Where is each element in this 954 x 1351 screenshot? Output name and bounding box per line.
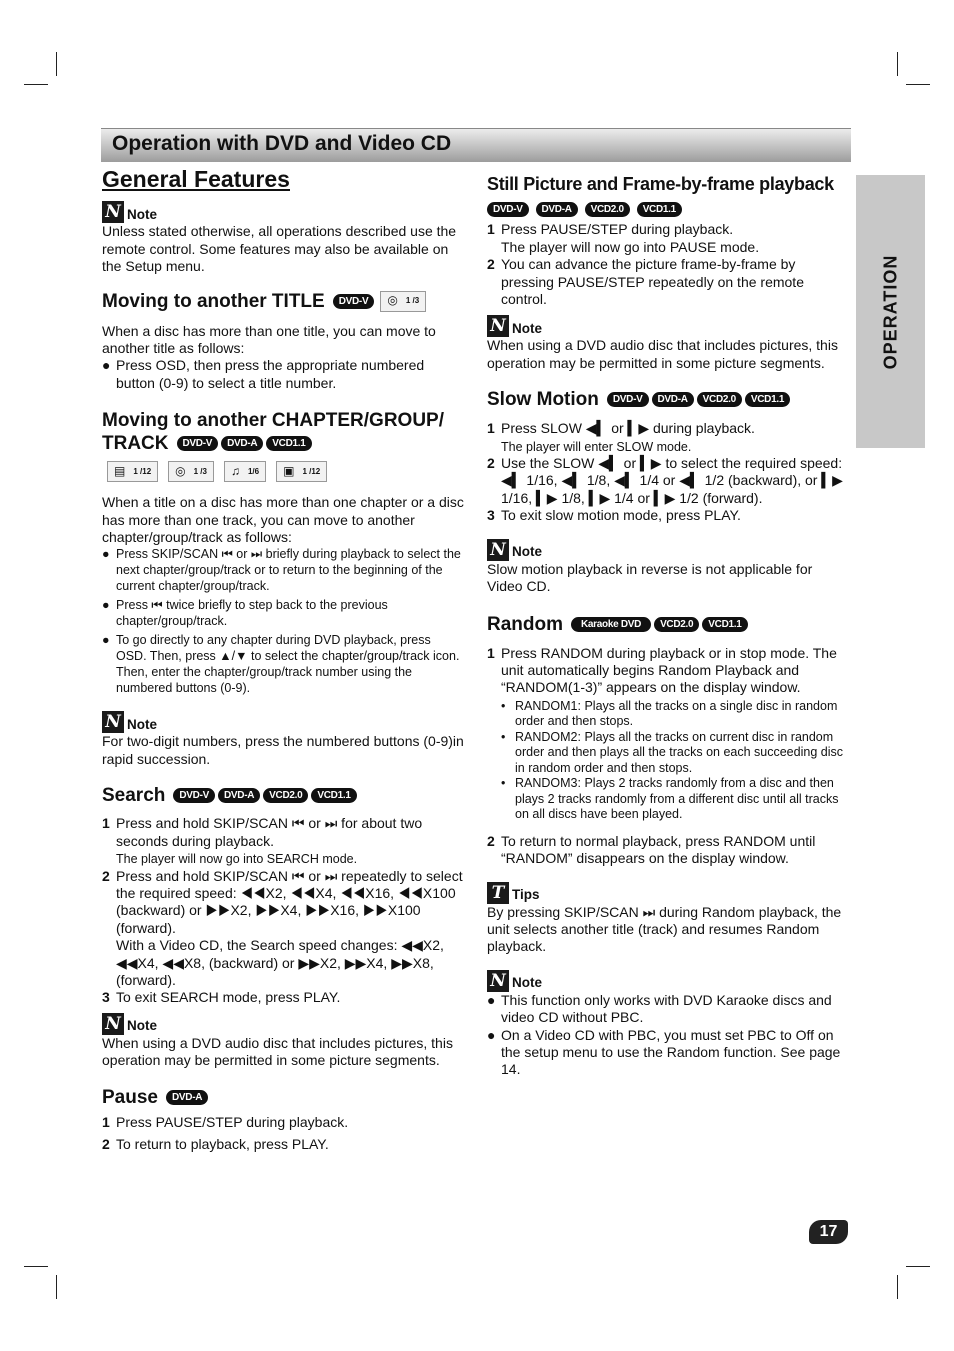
section-heading-cont: TRACK: [102, 433, 169, 455]
disc-badge: DVD-V: [177, 436, 219, 451]
disc-badge: VCD2.0: [697, 392, 742, 407]
note-text: Slow motion playback in reverse is not applicable for Video CD.: [487, 560, 813, 595]
chapter-heading-row: [102, 432, 464, 455]
step-item: 1 Press and hold SKIP/SCAN ⏮ or ⏭ for about two seconds during playback. The player will now go into SEARCH mode.: [102, 815, 423, 867]
bullet-dot: ●: [487, 1026, 496, 1043]
sub-bullet: • RANDOM2: Plays all the tracks on current disc in random order and then plays all the tracks on each succeeding disc in random order and then stops.: [501, 729, 843, 775]
osd-group-display: ◎ 1 /3: [168, 461, 214, 482]
step-item: 1 Press SLOW ◀▍ or ▍▶ during playback. The player will enter SLOW mode.: [487, 420, 755, 454]
step-number: 2: [487, 832, 495, 849]
disc-badge: VCD2.0: [585, 202, 630, 217]
bullet-dot: ●: [102, 547, 110, 562]
sub-bullet: • RANDOM1: Plays all the tracks on a single disc in random order and then stops.: [501, 698, 838, 729]
crop-mark: [24, 1266, 48, 1267]
pause-heading-row: [102, 1086, 464, 1109]
note-icon: N: [487, 539, 509, 561]
osd-chapter-display: ▤ 1 /12: [107, 461, 158, 482]
note-text: For two-digit numbers, press the numbered buttons (0-9)in rapid succession.: [102, 733, 464, 767]
step-item: 2 Press and hold SKIP/SCAN ⏮ or ⏭ repeatedly to select the required speed: ◀◀X2, ◀◀X4, ◀◀X16, ◀◀X100 (backward) or ▶▶X2, ▶▶X4, ▶▶X16, ▶▶X100 (forward). With a Video CD, the Search speed changes: ◀◀X2, ◀◀X4, ◀◀X8, (backward) or ▶▶X2, ▶▶X4, ▶▶X8, (forward).: [102, 867, 463, 988]
crop-mark: [897, 1275, 898, 1299]
section-heading: Moving to another TITLE: [102, 290, 325, 312]
disc-badge: DVD-A: [652, 392, 694, 407]
disc-badge: DVD-A: [221, 436, 263, 451]
bullet-dot: ●: [102, 598, 110, 613]
section-heading: Search: [102, 785, 166, 807]
disc-badge: VCD1.1: [637, 202, 682, 217]
disc-badge: DVD-V: [173, 788, 215, 803]
page-title: General Features: [102, 166, 290, 192]
chapter-intro: When a title on a disc has more than one chapter or a disc has more than one track, you can move to another chapter/group/track as follows:: [102, 494, 464, 546]
bullet-item: ● Press OSD, then press the appropriate numbered button (0-9) to select a title number.: [102, 357, 425, 391]
tips-icon: T: [487, 882, 509, 904]
bullet-dot: •: [501, 729, 506, 744]
note-icon: N: [102, 201, 124, 223]
step-number: 3: [487, 507, 495, 524]
step-item: 1 Press RANDOM during playback or in stop mode. The unit automatically begins Random Playback and “RANDOM(1-3)” appears on the display window.: [487, 644, 837, 696]
disc-badge: DVD-A: [536, 202, 578, 217]
bullet-item: ● Press ⏮ twice briefly to step back to the previous chapter/group/track.: [102, 598, 388, 629]
disc-badge: DVD-A: [166, 1090, 208, 1105]
search-heading-row: [102, 784, 464, 807]
section-heading: Random: [487, 613, 563, 635]
banner-title: Operation with DVD and Video CD: [112, 132, 452, 155]
crop-mark: [56, 52, 57, 76]
note-header: N Note: [487, 315, 849, 337]
note-header: N Note: [487, 539, 849, 561]
section-banner: [101, 128, 851, 162]
step-number: 1: [487, 221, 495, 238]
bullet-item: ● On a Video CD with PBC, you must set PBC to Off on the setup menu to use the Random function. See page 14.: [487, 1026, 841, 1078]
section-heading: Moving to another CHAPTER/GROUP/: [102, 410, 444, 432]
disc-badge: DVD-A: [218, 788, 260, 803]
note-text: Unless stated otherwise, all operations described use the remote control. Some features may also be available on the Setup menu.: [102, 223, 457, 275]
step-item: 2 To return to normal playback, press RANDOM until “RANDOM” disappears on the display window.: [487, 832, 816, 867]
step-number: 2: [487, 455, 495, 472]
disc-badge: DVD-V: [487, 202, 529, 217]
section-heading: Still Picture and Frame-by-frame playback: [487, 174, 834, 194]
bullet-dot: ●: [102, 633, 110, 648]
note-icon: N: [102, 711, 124, 733]
title-intro: When a disc has more than one title, you can move to another title as follows:: [102, 322, 436, 357]
right-column: [487, 173, 849, 1079]
step-number: 1: [102, 815, 110, 832]
step-number: 2: [102, 867, 110, 884]
disc-badge: VCD1.1: [702, 617, 747, 632]
step-item: 3 To exit SEARCH mode, press PLAY.: [102, 989, 341, 1006]
step-item: 1 Press PAUSE/STEP during playback. The player will now go into PAUSE mode.: [487, 221, 760, 255]
bullet-dot: ●: [487, 991, 496, 1008]
random-heading-row: [487, 613, 849, 636]
step-item: 1 Press PAUSE/STEP during playback.: [102, 1113, 349, 1130]
note-text: When using a DVD audio disc that includes pictures, this operation may be permitted in some picture segments.: [102, 1034, 453, 1069]
note-header: N Note: [102, 1013, 464, 1035]
disc-badge: VCD2.0: [263, 788, 308, 803]
osd-icon-row: [107, 461, 464, 482]
bullet-item: ● This function only works with DVD Karaoke discs and video CD without PBC.: [487, 991, 832, 1026]
step-item: 3 To exit slow motion mode, press PLAY.: [487, 507, 741, 524]
crop-mark: [24, 84, 48, 85]
badge-row: [487, 200, 849, 217]
note-header: N Note: [102, 711, 464, 733]
crop-mark: [906, 1266, 930, 1267]
note-text: When using a DVD audio disc that includes pictures, this operation may be permitted in some picture segments.: [487, 337, 838, 371]
bullet-item: ● Press SKIP/SCAN ⏮ or ⏭ briefly during playback to select the next chapter/group/track or to return to the beginning of the current chapter/group/track.: [102, 547, 461, 594]
note-icon: N: [102, 1013, 124, 1035]
note-icon: N: [487, 970, 509, 992]
note-icon: N: [487, 315, 509, 337]
disc-icon: ◎: [175, 464, 186, 479]
crop-mark: [906, 84, 930, 85]
note-header: N Note: [102, 201, 464, 223]
disc-badge: VCD1.1: [745, 392, 790, 407]
side-tab-label: OPERATION: [880, 254, 900, 369]
bullet-item: ● To go directly to any chapter during DVD playback, press OSD. Then, press ▲/▼ to select the chapter/group/track icon. Then, enter the chapter/group/track number using the numbered buttons (0-9).: [102, 633, 460, 696]
crop-mark: [56, 1275, 57, 1299]
music-icon: ♫: [230, 464, 240, 479]
osd-title-display: ◎ 1 /3: [380, 291, 426, 312]
disc-badge: VCD1.1: [266, 436, 311, 451]
sub-bullet: • RANDOM3: Plays 2 tracks randomly from a disc and then plays 2 tracks randomly from a different disc until all tracks on all discs have been played.: [501, 776, 839, 822]
step-number: 1: [487, 644, 495, 661]
osd-picture-display: ▣ 1 /12: [276, 461, 327, 482]
step-number: 2: [487, 256, 495, 273]
step-item: 2 To return to playback, press PLAY.: [102, 1135, 329, 1152]
left-column: [102, 166, 464, 1153]
step-number: 1: [102, 1113, 110, 1130]
disc-icon: ◎: [387, 293, 398, 308]
crop-mark: [897, 52, 898, 76]
page-number: 17: [809, 1220, 848, 1244]
slow-heading-row: [487, 388, 849, 411]
step-number: 1: [487, 420, 495, 437]
section-heading: Slow Motion: [487, 389, 599, 411]
side-tab: [856, 175, 925, 448]
step-number: 3: [102, 989, 110, 1006]
disc-badge: VCD2.0: [654, 617, 699, 632]
title-heading-row: [102, 290, 464, 313]
bullet-dot: ●: [102, 357, 111, 374]
disc-badge: VCD1.1: [311, 788, 356, 803]
disc-badge: DVD-V: [333, 294, 375, 309]
bullet-dot: •: [501, 698, 506, 713]
note-header: N Note: [487, 970, 849, 992]
step-number: 2: [102, 1135, 110, 1152]
disc-badge: DVD-V: [607, 392, 649, 407]
disc-badge: Karaoke DVD: [571, 617, 651, 632]
film-icon: ▤: [114, 464, 126, 479]
section-heading: Pause: [102, 1086, 158, 1108]
tips-text: By pressing SKIP/SCAN ⏭ during Random playback, the unit selects another title (track) and resumes Random playback.: [487, 903, 842, 955]
step-item: 2 Use the SLOW ◀▍ or ▍▶ to select the required speed: ◀▍ 1/16, ◀▍ 1/8, ◀▍ 1/4 or ◀▍ 1/2 (backward), or ▍▶ 1/16, ▍▶ 1/8, ▍▶ 1/4 or ▍▶ 1/2 (forward).: [487, 455, 843, 506]
bullet-dot: •: [501, 776, 506, 791]
picture-icon: ▣: [283, 464, 295, 479]
osd-track-display: ♫ 1/6: [224, 461, 266, 482]
step-item: 2 You can advance the picture frame-by-frame by pressing PAUSE/STEP repeatedly on the remote control.: [487, 256, 804, 308]
tips-header: T Tips: [487, 882, 849, 904]
